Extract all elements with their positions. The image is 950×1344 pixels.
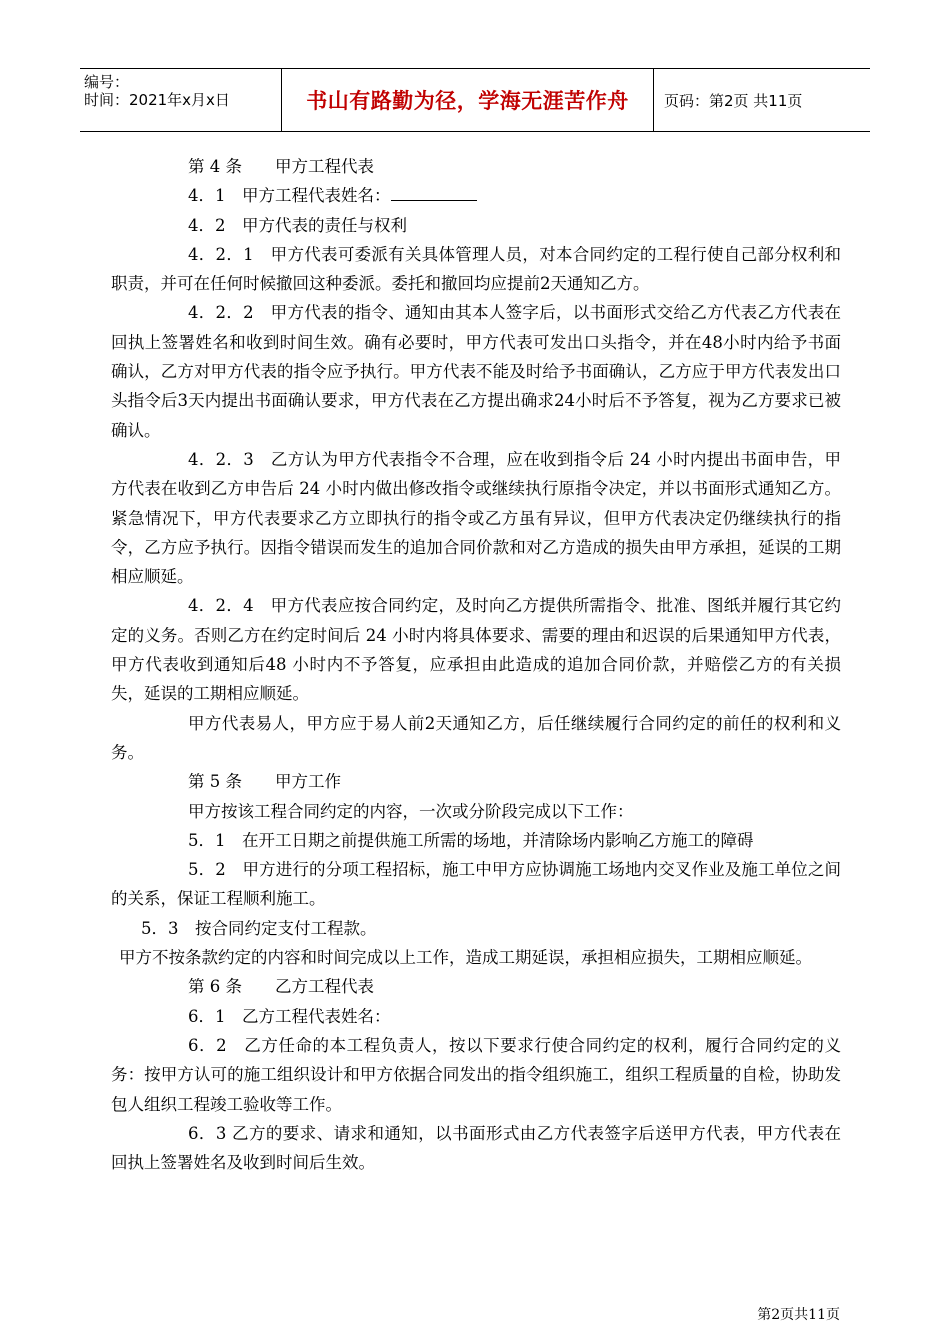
header-meta-cell	[80, 69, 282, 131]
clause-5-1: 5．1 在开工日期之前提供施工所需的场地，并清除场内影响乙方施工的障碍	[188, 830, 754, 850]
clause-4-1	[111, 181, 841, 210]
clause-4-2-2: 4．2．2 甲方代表的指令、通知由其本人签字后，以书面形式交给乙方代表乙方代表在回执上签署姓名和收到时间生效。确有必要时，甲方代表可发出口头指令，并在48小时内给予书面确认，乙方对甲方代表的指令应予执行。甲方代表不能及时给予书面确认，乙方应于甲方代表发出口头指令后3天内提出书面确认要求，甲方代表在乙方提出确求24小时后不予答复，视为乙方要求已被确认。	[111, 303, 841, 440]
representative-change-paragraph: 甲方代表易人，甲方应于易人前2天通知乙方，后任继续履行合同约定的前任的权利和义务。	[111, 713, 841, 762]
header-page-cell	[654, 69, 870, 131]
clause-4-1-text: 4．1 甲方工程代表姓名：	[188, 186, 391, 206]
article-5-heading: 第 5 条 甲方工作	[188, 772, 341, 792]
clause-6-1: 6．1 乙方工程代表姓名：	[188, 1006, 391, 1026]
clause-5-3: 5．3 按合同约定支付工程款。	[141, 918, 377, 938]
page-header	[80, 68, 870, 132]
clause-6-3: 6．3 乙方的要求、请求和通知，以书面形式由乙方代表签字后送甲方代表，甲方代表在回执上签署姓名及收到时间后生效。	[111, 1123, 841, 1173]
header-motto-cell	[282, 69, 654, 131]
clause-5-2: 5．2 甲方进行的分项工程招标，施工中甲方应协调施工场地内交叉作业及施工单位之间的关系，保证工程顺利施工。	[111, 860, 841, 909]
clause-4-2-1: 4．2．1 甲方代表可委派有关具体管理人员，对本合同约定的工程行使自己部分权利和职责，并可在任何时候撤回这种委派。委托和撤回均应提前2天通知乙方。	[111, 244, 841, 294]
clause-4-2-3: 4．2．3 乙方认为甲方代表指令不合理，应在收到指令后 24 小时内提出书面申告，甲方代表在收到乙方申告后 24 小时内做出修改指令或继续执行原指令决定，并以书面形式通知乙方。紧急情况下，甲方代表要求乙方立即执行的指令或乙方虽有异议，但甲方代表决定仍继续执行的指令，乙方应予执行。因指令错误而发生的追加合同价款和对乙方造成的损失由甲方承担，延误的工期相应顺延。	[111, 449, 841, 587]
clause-4-2: 4．2 甲方代表的责任与权利	[188, 215, 407, 235]
article-5-intro: 甲方按该工程合同约定的内容，一次或分阶段完成以下工作：	[188, 801, 634, 821]
footer-page-number: 第2页共11页	[757, 1307, 840, 1323]
article-4-heading: 第 4 条 甲方工程代表	[188, 157, 374, 176]
header-motto: 书山有路勤为径，学海无涯苦作舟	[306, 89, 629, 113]
document-body	[111, 152, 841, 1177]
page-footer	[757, 1304, 840, 1324]
document-number-label: 编号：	[84, 73, 130, 91]
header-page-number: 页码：第2页 共11页	[664, 91, 803, 110]
name-blank-line	[391, 184, 477, 201]
article-5-closing: 甲方不按条款约定的内容和时间完成以上工作，造成工期延误，承担相应损失，工期相应顺延。	[119, 948, 812, 968]
document-date-label: 时间：2021年x月x日	[84, 91, 230, 109]
clause-6-2: 6．2 乙方任命的本工程负责人，按以下要求行使合同约定的权利，履行合同约定的义务：按甲方认可的施工组织设计和甲方依据合同发出的指令组织施工，组织工程质量的自检，协助发包人组织工程竣工验收等工作。	[111, 1035, 841, 1114]
article-6-heading: 第 6 条 乙方工程代表	[188, 977, 374, 997]
clause-4-2-4: 4．2．4 甲方代表应按合同约定，及时向乙方提供所需指令、批准、图纸并履行其它约定的义务。否则乙方在约定时间后 24 小时内将具体要求、需要的理由和迟误的后果通知甲方代表，甲方代表收到通知后48 小时内不予答复，应承担由此造成的追加合同价款，并赔偿乙方的有关损失，延误的工期相应顺延。	[111, 596, 841, 704]
